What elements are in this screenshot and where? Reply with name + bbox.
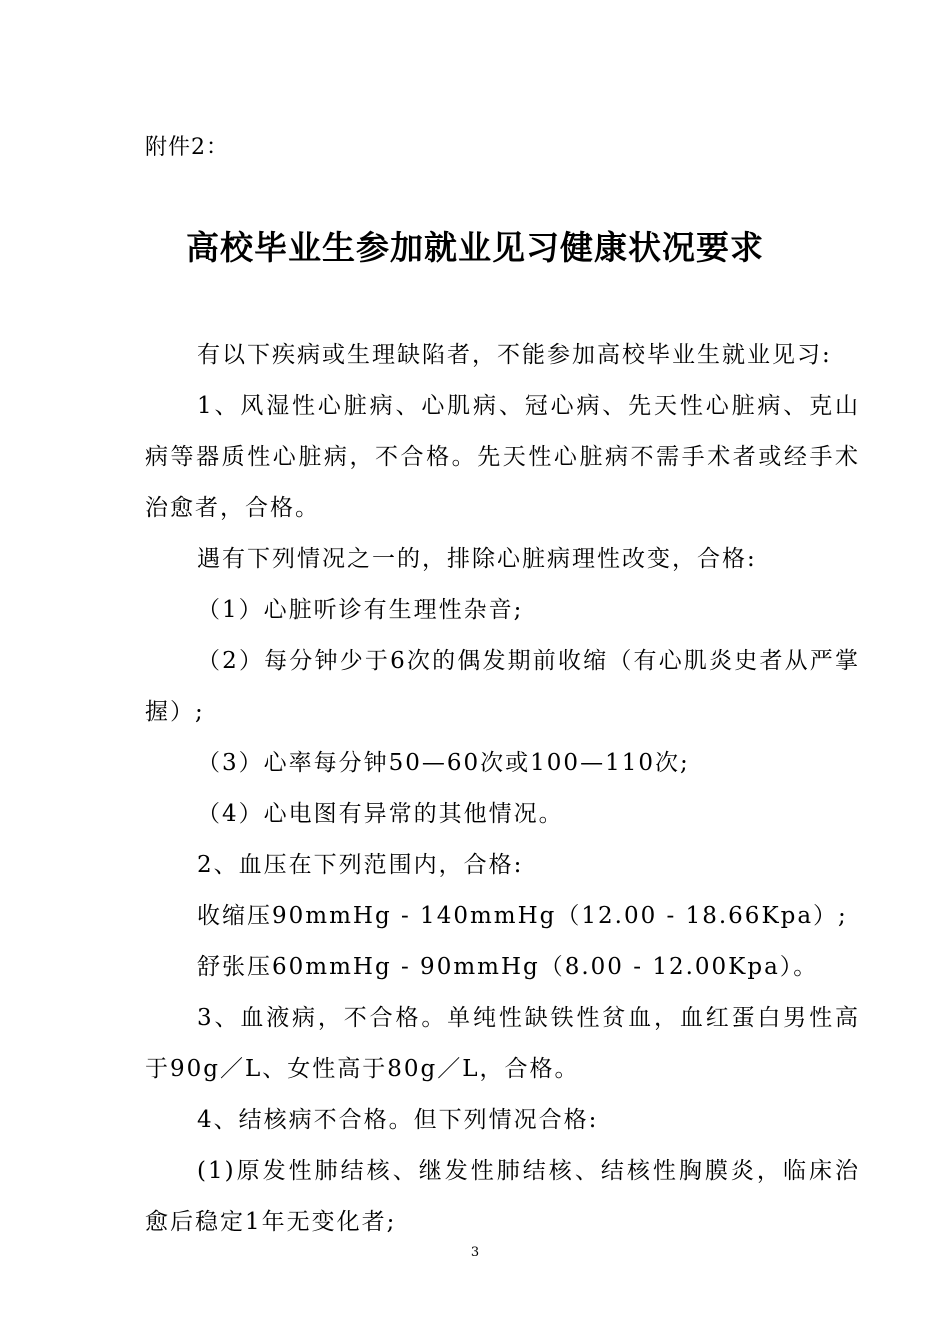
paragraph-intro: 有以下疾病或生理缺陷者，不能参加高校毕业生就业见习: — [197, 342, 832, 368]
page-number: 3 — [470, 1245, 480, 1260]
paragraph-heart-exception-3: （3）心率每分钟50—60次或100—110次; — [197, 750, 690, 776]
paragraph-heart-exception-4: （4）心电图有异常的其他情况。 — [197, 801, 564, 827]
paragraph-heart-disease: 1、风湿性心脏病、心肌病、冠心病、先天性心脏病、克山病等器质性心脏病，不合格。先天性心脏病不需手术者或经手术治愈者，合格。 — [145, 393, 860, 521]
paragraph-heart-exception-1: （1）心脏听诊有生理性杂音; — [197, 597, 524, 623]
paragraph-tuberculosis: 4、结核病不合格。但下列情况合格: — [197, 1107, 599, 1133]
document-title: 高校毕业生参加就业见习健康状况要求 — [186, 228, 764, 267]
paragraph-tuberculosis-exception-1: (1)原发性肺结核、继发性肺结核、结核性胸膜炎，临床治愈后稳定1年无变化者; — [145, 1158, 860, 1235]
paragraph-blood-pressure: 2、血压在下列范围内，合格: — [197, 852, 524, 878]
attachment-label: 附件2： — [145, 135, 229, 160]
paragraph-blood-disease: 3、血液病，不合格。单纯性缺铁性贫血，血红蛋白男性高于90g／L、女性高于80g／L，合格。 — [145, 1005, 860, 1082]
paragraph-heart-exceptions-intro: 遇有下列情况之一的，排除心脏病理性改变，合格: — [197, 546, 757, 572]
paragraph-systolic: 收缩压90mmHg - 140mmHg（12.00 - 18.66Kpa）; — [197, 903, 848, 929]
document-body — [145, 330, 860, 1248]
paragraph-diastolic: 舒张压60mmHg - 90mmHg（8.00 - 12.00Kpa）。 — [197, 954, 819, 980]
paragraph-heart-exception-2: （2）每分钟少于6次的偶发期前收缩（有心肌炎史者从严掌握）; — [145, 648, 860, 725]
